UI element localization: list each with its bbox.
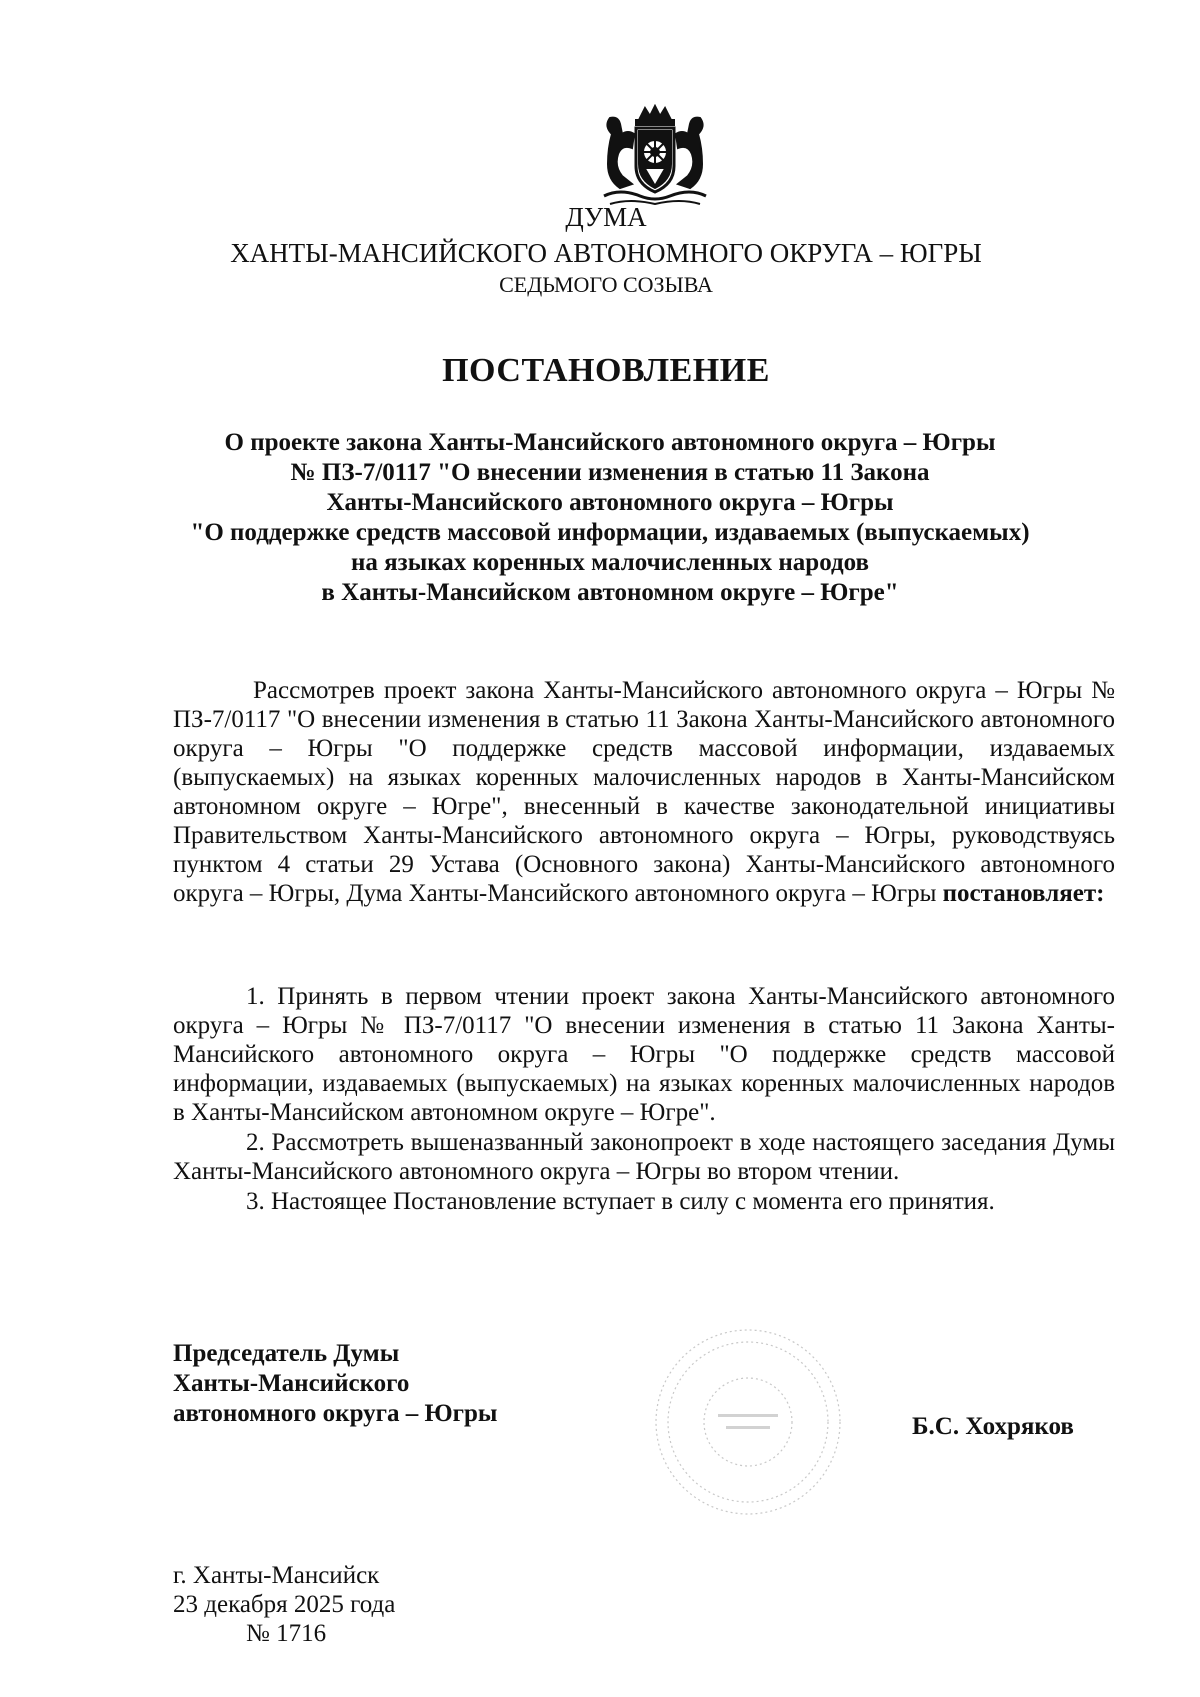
date: 23 декабря 2025 года (173, 1591, 396, 1618)
signer-position-line: Ханты-Мансийского (173, 1370, 410, 1397)
city: г. Ханты-Мансийск (173, 1562, 380, 1589)
official-seal-stamp (648, 1322, 848, 1522)
document-subject (150, 428, 1070, 608)
coat-of-arms-emblem (600, 104, 710, 212)
resolution-item: 3. Настоящее Постановление вступает в силу с момента его принятия. (246, 1188, 995, 1215)
subject-line: № ПЗ-7/0117 "О внесении изменения в статью 11 Закона (290, 459, 930, 486)
subject-line: в Ханты-Мансийском автономном округе – Югре" (321, 579, 899, 606)
subject-line: на языках коренных малочисленных народов (350, 549, 870, 576)
preamble-text: Рассмотрев проект закона Ханты-Мансийского автономного округа – Югры № ПЗ-7/0117 "О внесении изменения в статью 11 Закона Ханты-Мансийского автономного округа – Югры "О поддержке средств массовой информации, издаваемых (выпускаемых) на языках коренных малочисленных народов в Ханты-Мансийском автономном округе – Югре", внесенный в качестве законодательной инициативы Правительством Ханты-Мансийского автономного округа – Югры, руководствуясь пунктом 4 статьи 29 Устава (Основного закона) Ханты-Мансийского автономного округа – Югры, Дума Ханты-Мансийского автономного округа – Югры (173, 677, 1115, 907)
signer-position (173, 1339, 497, 1429)
document-title: ПОСТАНОВЛЕНИЕ (442, 352, 770, 389)
resolution-items (173, 982, 1115, 1216)
convocation-heading: СЕДЬМОГО СОЗЫВА (499, 272, 713, 297)
resolution-item: 1. Принять в первом чтении проект закона Ханты-Мансийского автономного округа – Югры № ПЗ-7/0117 "О внесении изменения в статью 11 Закона Ханты-Мансийского автономного округа – Югры "О поддержке средств массовой информации, издаваемых (выпускаемых) на языках коренных малочисленных народов в Ханты-Мансийском автономном округе – Югре". (173, 983, 1115, 1126)
signer-position-line: автономного округа – Югры (173, 1400, 498, 1427)
document-number: № 1716 (246, 1620, 327, 1647)
duma-heading: ДУМА (565, 202, 647, 232)
place-and-date (173, 1561, 395, 1648)
subject-line: "О поддержке средств массовой информации, издаваемых (выпускаемых) (190, 519, 1030, 546)
district-name-heading: ХАНТЫ-МАНСИЙСКОГО АВТОНОМНОГО ОКРУГА – ЮГРЫ (230, 238, 982, 268)
resolves-word: постановляет: (942, 880, 1105, 907)
signer-position-line: Председатель Думы (173, 1340, 400, 1367)
subject-line: Ханты-Мансийского автономного округа – Югры (326, 489, 894, 516)
signer-name: Б.С. Хохряков (912, 1413, 1074, 1440)
resolution-item: 2. Рассмотреть вышеназванный законопроект в ходе настоящего заседания Думы Ханты-Мансийского автономного округа – Югры во втором чтении. (173, 1129, 1115, 1185)
preamble-paragraph (173, 676, 1115, 908)
subject-line: О проекте закона Ханты-Мансийского автономного округа – Югры (224, 429, 996, 456)
